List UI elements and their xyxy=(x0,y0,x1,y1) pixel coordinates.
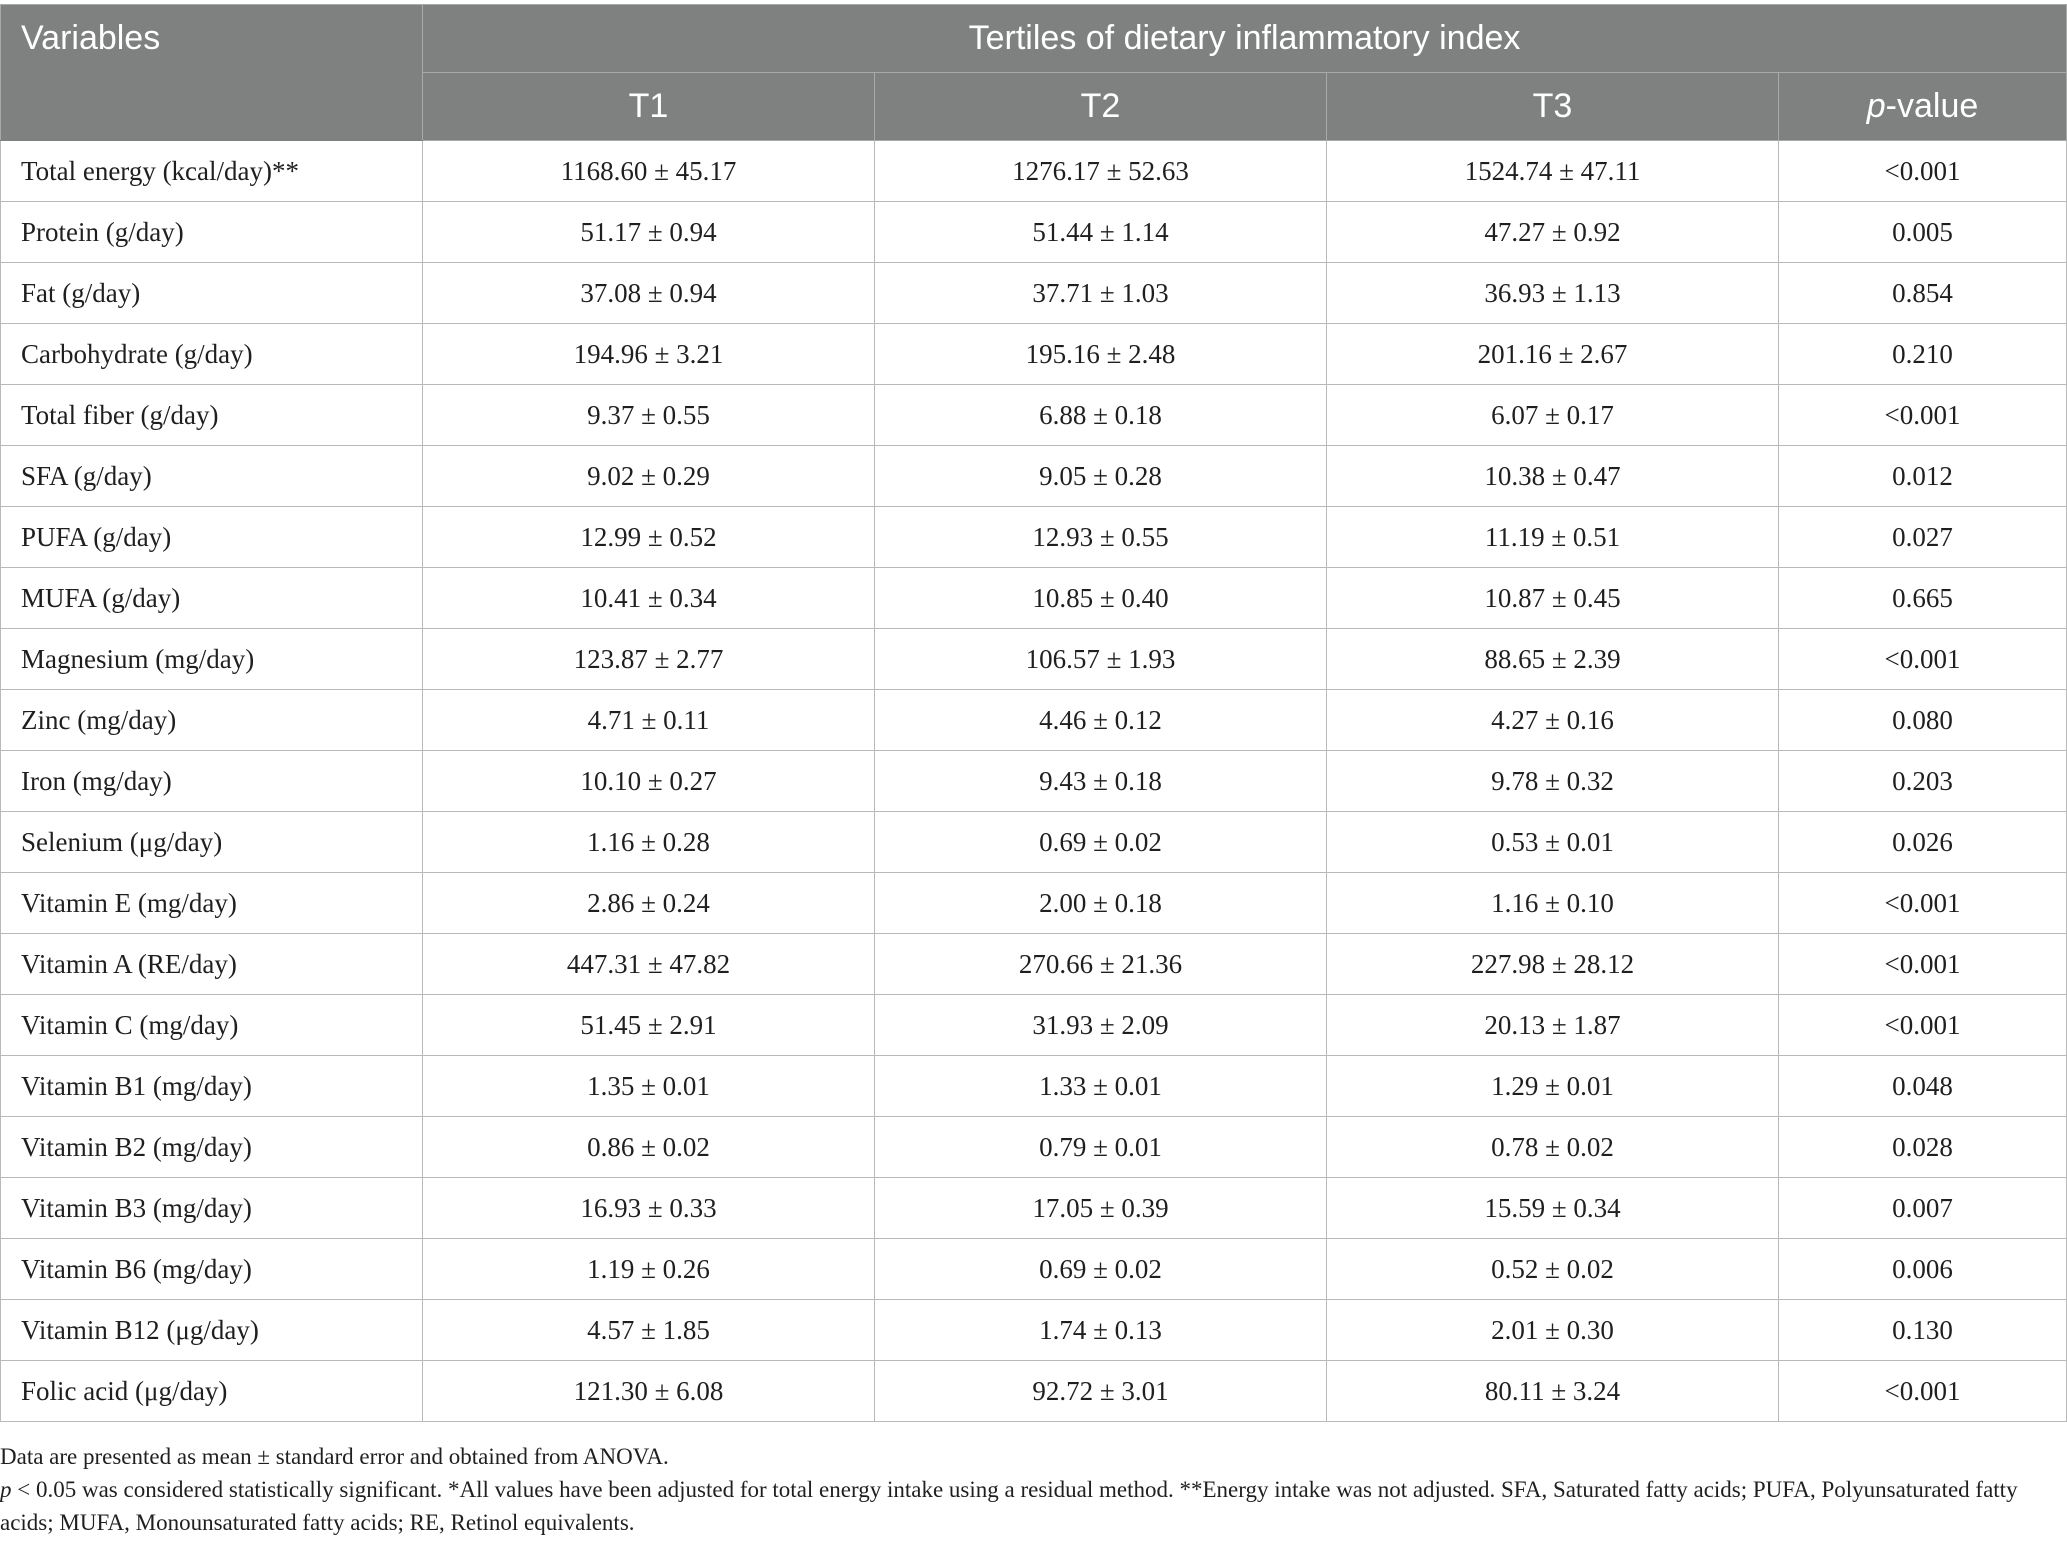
cell-p-value: <0.001 xyxy=(1779,995,2067,1056)
cell-t2: 12.93 ± 0.55 xyxy=(875,507,1327,568)
cell-p-value: 0.130 xyxy=(1779,1300,2067,1361)
table-row xyxy=(1,1117,2067,1178)
table-row xyxy=(1,629,2067,690)
cell-t2: 0.69 ± 0.02 xyxy=(875,812,1327,873)
header-t2: T2 xyxy=(875,73,1327,141)
row-label: Protein (g/day) xyxy=(1,202,423,263)
header-p-value xyxy=(1779,73,2067,141)
cell-t1: 10.10 ± 0.27 xyxy=(423,751,875,812)
cell-t3: 9.78 ± 0.32 xyxy=(1327,751,1779,812)
header-t3: T3 xyxy=(1327,73,1779,141)
table-row xyxy=(1,873,2067,934)
cell-t3: 15.59 ± 0.34 xyxy=(1327,1178,1779,1239)
cell-t2: 10.85 ± 0.40 xyxy=(875,568,1327,629)
cell-t3: 0.53 ± 0.01 xyxy=(1327,812,1779,873)
cell-t2: 17.05 ± 0.39 xyxy=(875,1178,1327,1239)
cell-t2: 9.05 ± 0.28 xyxy=(875,446,1327,507)
row-label: Folic acid (μg/day) xyxy=(1,1361,423,1422)
cell-t1: 0.86 ± 0.02 xyxy=(423,1117,875,1178)
footnote-line-1: Data are presented as mean ± standard error and obtained from ANOVA. xyxy=(0,1444,669,1469)
cell-t1: 51.17 ± 0.94 xyxy=(423,202,875,263)
cell-t3: 10.38 ± 0.47 xyxy=(1327,446,1779,507)
cell-t1: 37.08 ± 0.94 xyxy=(423,263,875,324)
cell-t2: 9.43 ± 0.18 xyxy=(875,751,1327,812)
cell-p-value: <0.001 xyxy=(1779,385,2067,446)
cell-p-value: 0.005 xyxy=(1779,202,2067,263)
row-label: Vitamin A (RE/day) xyxy=(1,934,423,995)
cell-t2: 0.69 ± 0.02 xyxy=(875,1239,1327,1300)
cell-p-value: 0.203 xyxy=(1779,751,2067,812)
cell-t1: 10.41 ± 0.34 xyxy=(423,568,875,629)
table-row xyxy=(1,995,2067,1056)
row-label: Magnesium (mg/day) xyxy=(1,629,423,690)
table-row xyxy=(1,324,2067,385)
cell-p-value: <0.001 xyxy=(1779,1361,2067,1422)
cell-p-value: 0.854 xyxy=(1779,263,2067,324)
cell-t1: 1168.60 ± 45.17 xyxy=(423,141,875,202)
cell-t3: 11.19 ± 0.51 xyxy=(1327,507,1779,568)
row-label: Vitamin C (mg/day) xyxy=(1,995,423,1056)
cell-t1: 123.87 ± 2.77 xyxy=(423,629,875,690)
cell-p-value: <0.001 xyxy=(1779,873,2067,934)
cell-t2: 92.72 ± 3.01 xyxy=(875,1361,1327,1422)
cell-t1: 12.99 ± 0.52 xyxy=(423,507,875,568)
cell-t2: 37.71 ± 1.03 xyxy=(875,263,1327,324)
row-label: SFA (g/day) xyxy=(1,446,423,507)
cell-t3: 47.27 ± 0.92 xyxy=(1327,202,1779,263)
table-footnotes xyxy=(0,1440,2060,1539)
row-label: Selenium (μg/day) xyxy=(1,812,423,873)
header-tertiles-group: Tertiles of dietary inflammatory index xyxy=(423,5,2067,73)
footnote-significance-text: < 0.05 was considered statistically significant. *All values have been adjusted for total energy intake using a residual method. **Energy intake was not adjusted. SFA, Saturated fatty acids; PUFA, Polyunsaturated fatty acids; MUFA, Monounsaturated fatty acids; RE, Retinol equivalents. xyxy=(0,1477,2018,1535)
cell-t3: 201.16 ± 2.67 xyxy=(1327,324,1779,385)
cell-p-value: 0.026 xyxy=(1779,812,2067,873)
cell-p-value: <0.001 xyxy=(1779,629,2067,690)
cell-t1: 9.37 ± 0.55 xyxy=(423,385,875,446)
cell-t2: 51.44 ± 1.14 xyxy=(875,202,1327,263)
row-label: Vitamin B2 (mg/day) xyxy=(1,1117,423,1178)
cell-t3: 0.52 ± 0.02 xyxy=(1327,1239,1779,1300)
table-row xyxy=(1,202,2067,263)
table-row xyxy=(1,812,2067,873)
table-row xyxy=(1,385,2067,446)
cell-t1: 16.93 ± 0.33 xyxy=(423,1178,875,1239)
cell-t1: 1.35 ± 0.01 xyxy=(423,1056,875,1117)
cell-t1: 51.45 ± 2.91 xyxy=(423,995,875,1056)
row-label: Vitamin B6 (mg/day) xyxy=(1,1239,423,1300)
cell-p-value: 0.027 xyxy=(1779,507,2067,568)
table-row xyxy=(1,568,2067,629)
cell-t2: 4.46 ± 0.12 xyxy=(875,690,1327,751)
cell-p-value: 0.007 xyxy=(1779,1178,2067,1239)
cell-p-value: 0.210 xyxy=(1779,324,2067,385)
header-t1: T1 xyxy=(423,73,875,141)
cell-p-value: 0.028 xyxy=(1779,1117,2067,1178)
cell-t1: 4.57 ± 1.85 xyxy=(423,1300,875,1361)
cell-p-value: 0.006 xyxy=(1779,1239,2067,1300)
footnote-line-2 xyxy=(0,1473,2060,1539)
cell-t2: 195.16 ± 2.48 xyxy=(875,324,1327,385)
row-label: Vitamin B1 (mg/day) xyxy=(1,1056,423,1117)
row-label: PUFA (g/day) xyxy=(1,507,423,568)
table-row xyxy=(1,1300,2067,1361)
cell-p-value: <0.001 xyxy=(1779,141,2067,202)
cell-t1: 1.19 ± 0.26 xyxy=(423,1239,875,1300)
row-label: Iron (mg/day) xyxy=(1,751,423,812)
cell-t3: 227.98 ± 28.12 xyxy=(1327,934,1779,995)
header-variables: Variables xyxy=(1,5,423,141)
cell-p-value: <0.001 xyxy=(1779,934,2067,995)
row-label: MUFA (g/day) xyxy=(1,568,423,629)
row-label: Total energy (kcal/day)** xyxy=(1,141,423,202)
cell-t3: 20.13 ± 1.87 xyxy=(1327,995,1779,1056)
header-p-suffix: -value xyxy=(1885,87,1979,125)
row-label: Vitamin B12 (μg/day) xyxy=(1,1300,423,1361)
row-label: Zinc (mg/day) xyxy=(1,690,423,751)
row-label: Total fiber (g/day) xyxy=(1,385,423,446)
row-label: Carbohydrate (g/day) xyxy=(1,324,423,385)
table-row xyxy=(1,1056,2067,1117)
table-row xyxy=(1,263,2067,324)
cell-t1: 9.02 ± 0.29 xyxy=(423,446,875,507)
cell-t2: 1276.17 ± 52.63 xyxy=(875,141,1327,202)
cell-t1: 1.16 ± 0.28 xyxy=(423,812,875,873)
cell-p-value: 0.048 xyxy=(1779,1056,2067,1117)
cell-p-value: 0.012 xyxy=(1779,446,2067,507)
table-row xyxy=(1,1239,2067,1300)
cell-p-value: 0.665 xyxy=(1779,568,2067,629)
cell-t3: 4.27 ± 0.16 xyxy=(1327,690,1779,751)
cell-t1: 121.30 ± 6.08 xyxy=(423,1361,875,1422)
cell-t3: 88.65 ± 2.39 xyxy=(1327,629,1779,690)
cell-t3: 1.16 ± 0.10 xyxy=(1327,873,1779,934)
row-label: Vitamin E (mg/day) xyxy=(1,873,423,934)
cell-t2: 0.79 ± 0.01 xyxy=(875,1117,1327,1178)
table-row xyxy=(1,446,2067,507)
cell-t1: 4.71 ± 0.11 xyxy=(423,690,875,751)
cell-t3: 10.87 ± 0.45 xyxy=(1327,568,1779,629)
cell-t1: 447.31 ± 47.82 xyxy=(423,934,875,995)
cell-t2: 31.93 ± 2.09 xyxy=(875,995,1327,1056)
cell-t2: 6.88 ± 0.18 xyxy=(875,385,1327,446)
cell-t2: 106.57 ± 1.93 xyxy=(875,629,1327,690)
table-row xyxy=(1,934,2067,995)
cell-t3: 6.07 ± 0.17 xyxy=(1327,385,1779,446)
cell-t3: 36.93 ± 1.13 xyxy=(1327,263,1779,324)
cell-p-value: 0.080 xyxy=(1779,690,2067,751)
cell-t1: 194.96 ± 3.21 xyxy=(423,324,875,385)
footnote-p-italic: p xyxy=(0,1477,12,1502)
table-row xyxy=(1,1178,2067,1239)
cell-t3: 0.78 ± 0.02 xyxy=(1327,1117,1779,1178)
header-p-italic: p xyxy=(1866,87,1886,125)
table-row xyxy=(1,1361,2067,1422)
nutrient-intake-table xyxy=(0,4,2067,1422)
cell-t3: 80.11 ± 3.24 xyxy=(1327,1361,1779,1422)
table-body xyxy=(1,141,2067,1422)
cell-t1: 2.86 ± 0.24 xyxy=(423,873,875,934)
cell-t2: 2.00 ± 0.18 xyxy=(875,873,1327,934)
table-row xyxy=(1,141,2067,202)
cell-t2: 1.74 ± 0.13 xyxy=(875,1300,1327,1361)
row-label: Vitamin B3 (mg/day) xyxy=(1,1178,423,1239)
table-row xyxy=(1,690,2067,751)
cell-t3: 1.29 ± 0.01 xyxy=(1327,1056,1779,1117)
row-label: Fat (g/day) xyxy=(1,263,423,324)
table-row xyxy=(1,507,2067,568)
cell-t2: 270.66 ± 21.36 xyxy=(875,934,1327,995)
cell-t3: 2.01 ± 0.30 xyxy=(1327,1300,1779,1361)
cell-t2: 1.33 ± 0.01 xyxy=(875,1056,1327,1117)
table-row xyxy=(1,751,2067,812)
cell-t3: 1524.74 ± 47.11 xyxy=(1327,141,1779,202)
table-header xyxy=(1,5,2067,141)
